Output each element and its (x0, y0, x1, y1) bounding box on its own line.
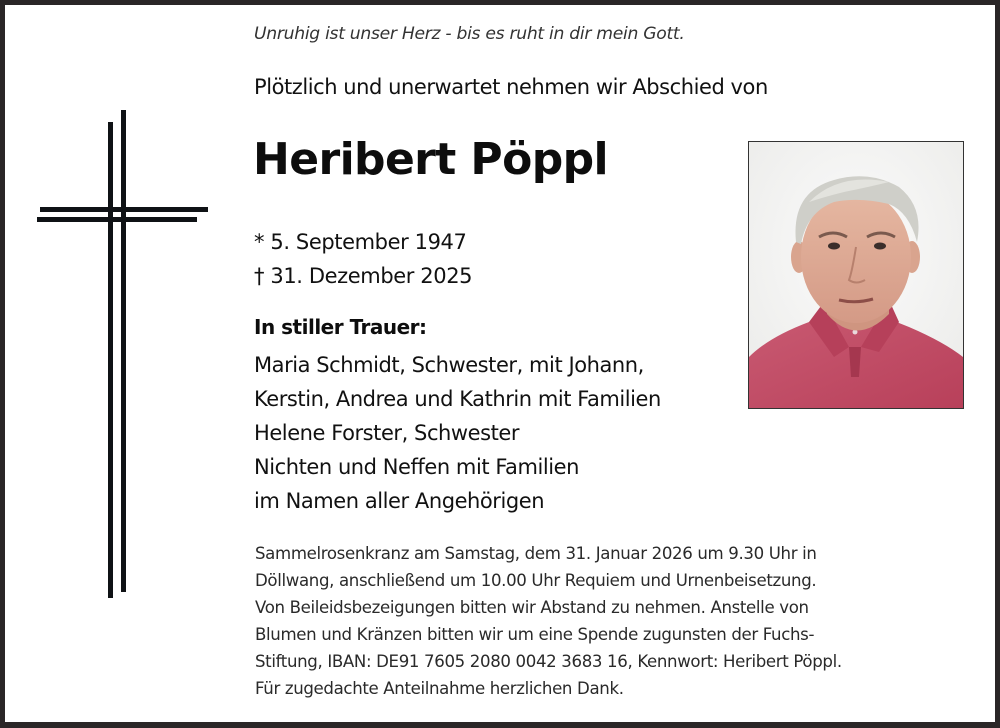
life-dates (254, 225, 472, 293)
service-info (255, 540, 842, 702)
mourner-line: Kerstin, Andrea und Kathrin mit Familien (254, 387, 661, 411)
cross-vertical-bar-left (108, 122, 113, 598)
service-line: Döllwang, anschließend um 10.00 Uhr Requiem und Urnenbeisetzung. (255, 571, 817, 590)
portrait-photo (748, 141, 964, 409)
portrait-illustration (749, 142, 963, 408)
cross-horizontal-bar-bottom (37, 217, 197, 222)
service-line: Von Beileidsbezeigungen bitten wir Abstand zu nehmen. Anstelle von (255, 598, 809, 617)
birth-date: * 5. September 1947 (254, 230, 467, 254)
mourning-heading: In stiller Trauer: (254, 315, 427, 339)
death-date: † 31. Dezember 2025 (254, 264, 473, 288)
cross-horizontal-bar-top (40, 207, 208, 212)
mourner-line: im Namen aller Angehörigen (254, 489, 545, 513)
service-line: Sammelrosenkranz am Samstag, dem 31. Januar 2026 um 9.30 Uhr in (255, 544, 817, 563)
service-line: Stiftung, IBAN: DE91 7605 2080 0042 3683 16, Kennwort: Heribert Pöppl. (255, 652, 842, 671)
intro-text: Plötzlich und unerwartet nehmen wir Abschied von (254, 75, 768, 99)
obituary-notice (5, 5, 995, 722)
scripture-quote: Unruhig ist unser Herz - bis es ruht in dir mein Gott. (254, 24, 685, 44)
service-line: Für zugedachte Anteilnahme herzlichen Dank. (255, 679, 624, 698)
mourner-line: Helene Forster, Schwester (254, 421, 520, 445)
mourner-line: Maria Schmidt, Schwester, mit Johann, (254, 353, 644, 377)
deceased-name: Heribert Pöppl (253, 134, 608, 185)
mourner-line: Nichten und Neffen mit Familien (254, 455, 579, 479)
cross-vertical-bar-right (121, 110, 126, 592)
service-line: Blumen und Kränzen bitten wir um eine Spende zugunsten der Fuchs- (255, 625, 815, 644)
mourners-list (254, 348, 661, 518)
